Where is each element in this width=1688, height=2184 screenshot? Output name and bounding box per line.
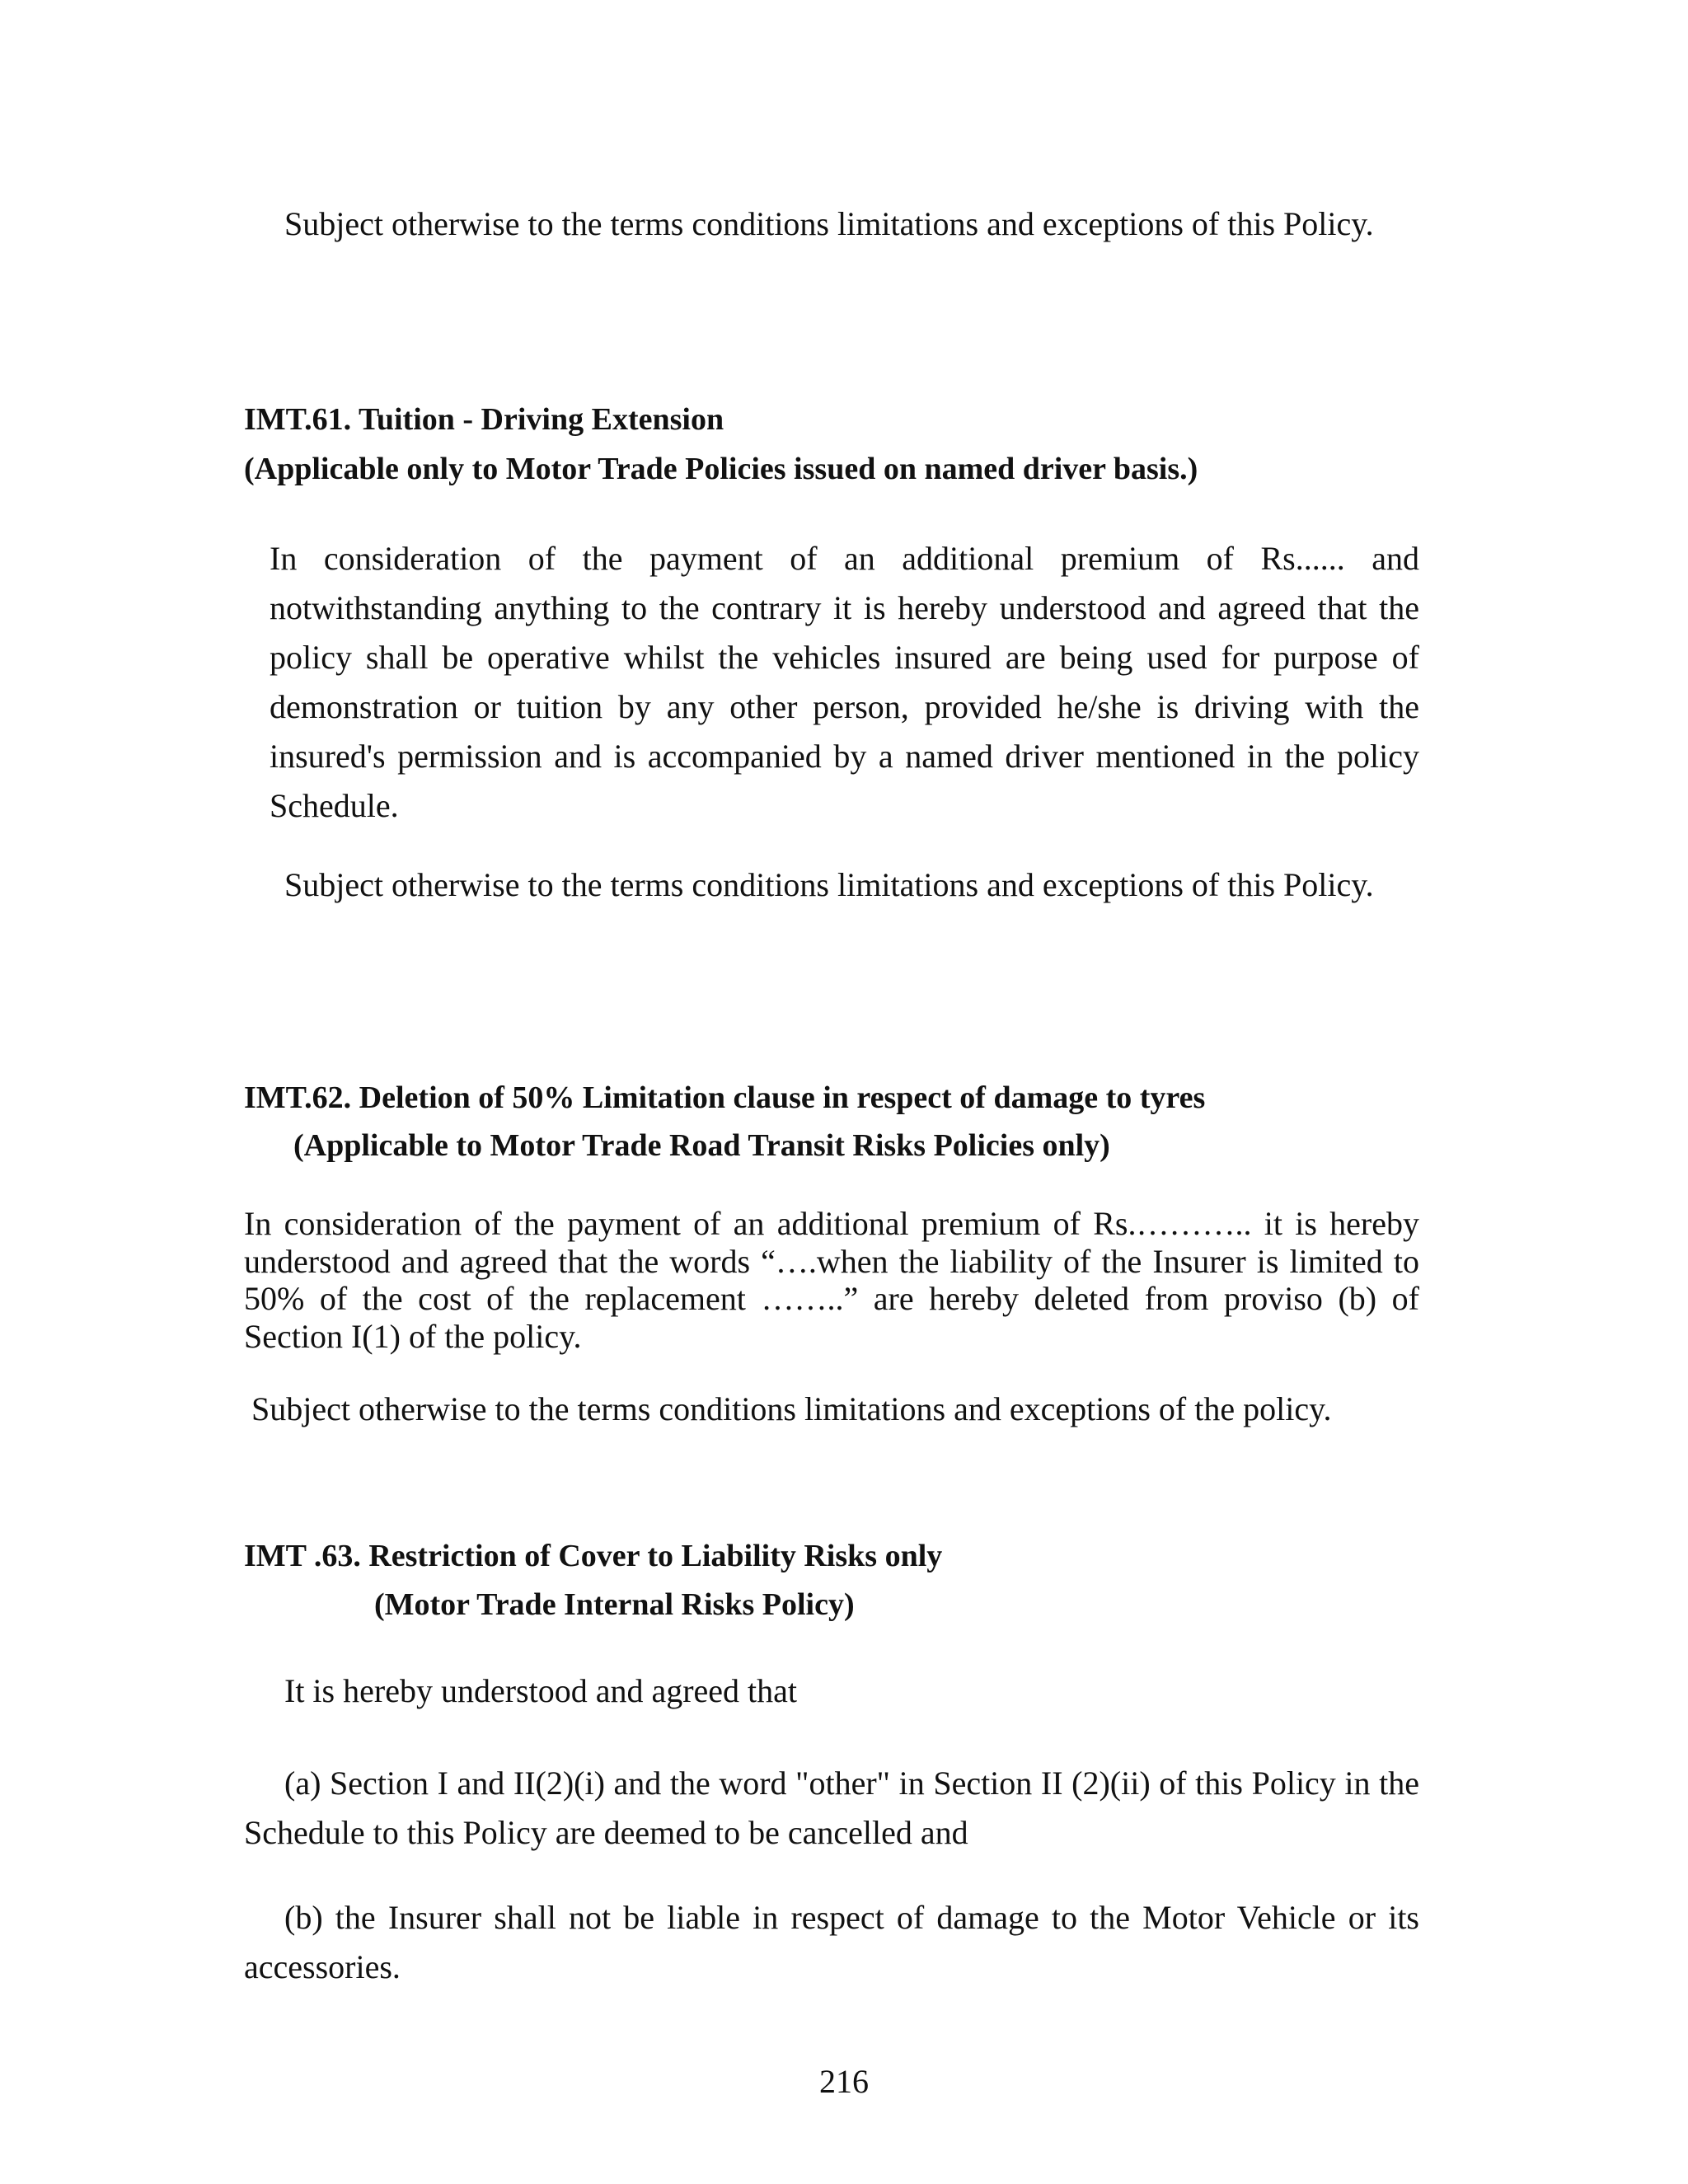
imt63-intro-line: It is hereby understood and agreed that <box>284 1672 798 1709</box>
imt61-subheading: (Applicable only to Motor Trade Policies issued on named driver basis.) <box>244 452 1198 486</box>
imt62-subject-clause-line: Subject otherwise to the terms conditions limitations and exceptions of the policy. <box>251 1390 1332 1427</box>
imt61-heading: IMT.61. Tuition - Driving Extension <box>244 402 724 437</box>
imt62-subheading: (Applicable to Motor Trade Road Transit Risks Policies only) <box>293 1128 1110 1163</box>
imt61-body-paragraph: In consideration of the payment of an additional premium of Rs...... and notwithstanding anything to the contrary it is hereby understood and agreed that the policy shall be operative whilst the vehicles insured are being used for purpose of demonstration or tuition by any other person, provided he/she is driving with the insured's permission and is accompanied by a named driver mentioned in the policy Schedule. <box>270 540 1419 824</box>
imt62-body-paragraph: In consideration of the payment of an additional premium of Rs.……….. it is hereby understood and agreed that the words “….when the liability of the Insurer is limited to 50% of the cost of the replacement ……..” are hereby deleted from proviso (b) of Section I(1) of the policy. <box>244 1205 1419 1355</box>
subject-clause-line: Subject otherwise to the terms conditions limitations and exceptions of this Policy. <box>284 205 1374 242</box>
imt61-subject-clause-line: Subject otherwise to the terms conditions limitations and exceptions of this Policy. <box>284 866 1374 903</box>
imt63-heading: IMT .63. Restriction of Cover to Liability Risks only <box>244 1539 943 1573</box>
imt63-subheading: (Motor Trade Internal Risks Policy) <box>374 1587 855 1622</box>
imt63-item-b: (b) the Insurer shall not be liable in respect of damage to the Motor Vehicle or its accessories. <box>244 1899 1419 1985</box>
imt62-heading: IMT.62. Deletion of 50% Limitation clause in respect of damage to tyres <box>244 1080 1206 1115</box>
page-number: 216 <box>819 2063 869 2100</box>
imt63-item-a: (a) Section I and II(2)(i) and the word "other" in Section II (2)(ii) of this Policy in the Schedule to this Policy are deemed to be cancelled and <box>244 1765 1419 1851</box>
